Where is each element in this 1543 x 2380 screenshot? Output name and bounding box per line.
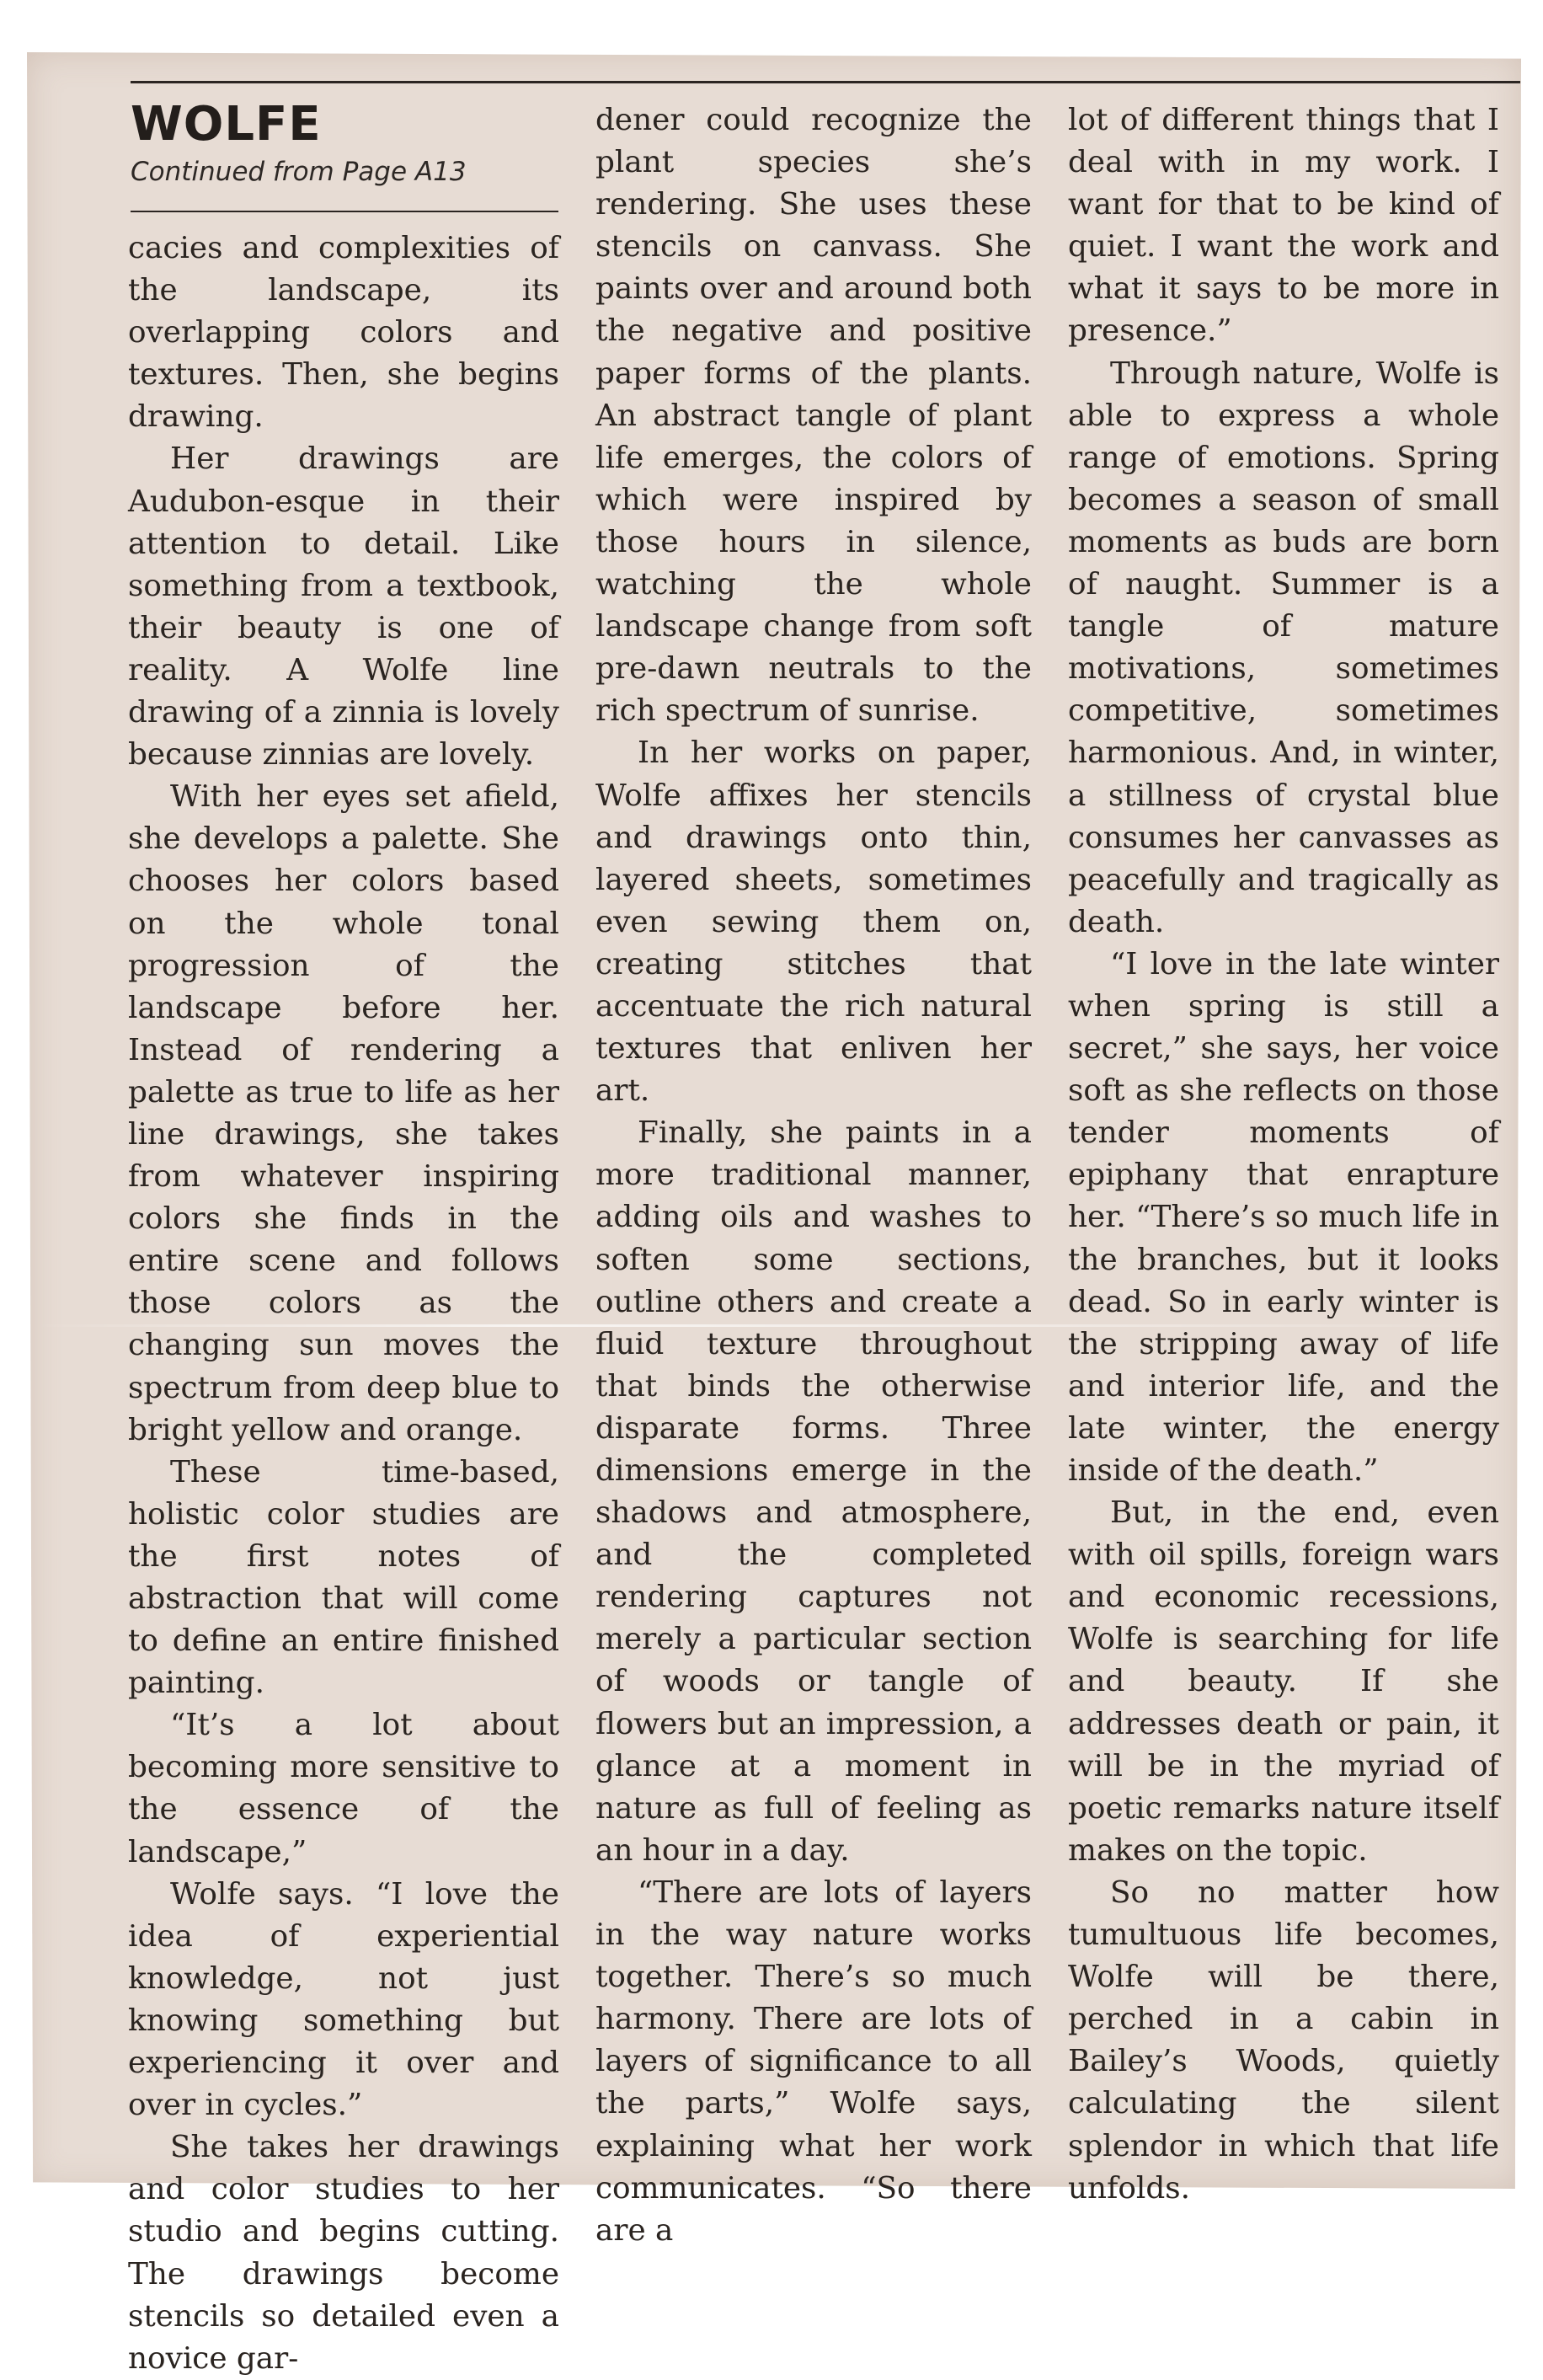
- column-3: [1068, 99, 1499, 2210]
- paragraph: With her eyes set afield, she develops a palette. She chooses her colors based on the whole tonal progression of the landscape before her. Instead of rendering a palette as true to life as her line drawings, she takes from whatever inspiring colors she finds in the entire scene and follows those colors as the changing sun moves the spectrum from deep blue to bright yellow and orange.: [128, 779, 559, 1447]
- paragraph: “There are lots of layers in the way nature works together. There’s so much harmony. There are lots of layers of significance to all the parts,” Wolfe says, explaining what her work communicates. “So there are a: [595, 1875, 1032, 2248]
- top-rule: [131, 81, 1520, 83]
- headline: WOLFE: [131, 97, 322, 152]
- paragraph: dener could recognize the plant species she’s rendering. She uses these stencils on canvass. She paints over and around both the negative and positive paper forms of the plants. An abstract tangle of plant life emerges, the colors of which were inspired by those hours in silence, watching the whole landscape change from soft pre-dawn neutrals to the rich spectrum of sunrise.: [595, 103, 1032, 729]
- header-rule: [131, 211, 558, 212]
- paragraph: Finally, she paints in a more traditional manner, adding oils and washes to soften some sections, outline others and create a fluid texture throughout that binds the otherwise disparate forms. Three dimensions emerge in the shadows and atmosphere, and the completed rendering captures not merely a particular section of woods or tangle of flowers but an impression, a glance at a moment in nature as full of feeling as an hour in a day.: [595, 1115, 1032, 1868]
- paragraph: But, in the end, even with oil spills, foreign wars and economic recessions, Wolfe is searching for life and beauty. If she addresses death or pain, it will be in the myriad of poetic remarks nature itself makes on the topic.: [1068, 1495, 1499, 1868]
- paragraph: Wolfe says. “I love the idea of experiential knowledge, not just knowing something but experiencing it over and over in cycles.”: [128, 1876, 559, 2123]
- paragraph: “It’s a lot about becoming more sensitive to the essence of the landscape,”: [128, 1708, 559, 1869]
- column-1: [128, 227, 559, 2380]
- paragraph: In her works on paper, Wolfe affixes her stencils and drawings onto thin, layered sheets, sometimes even sewing them on, creating stitches that accentuate the rich natural textures that enliven her art.: [595, 735, 1032, 1109]
- paragraph: lot of different things that I deal with in my work. I want for that to be kind of quiet. I want the work and what it says to be more in presence.”: [1068, 103, 1499, 349]
- paragraph: These time-based, holistic color studies are the first notes of abstraction that will come to define an entire finished painting.: [128, 1454, 559, 1701]
- jump-line: Continued from Page A13: [131, 157, 467, 187]
- paragraph: Her drawings are Audubon-esque in their attention to detail. Like something from a textbook, their beauty is one of reality. A Wolfe line drawing of a zinnia is lovely because zinnias are lovely.: [128, 441, 559, 773]
- paragraph: She takes her drawings and color studies to her studio and begins cutting. The drawings become stencils so detailed even a novice gar-: [128, 2130, 559, 2376]
- paragraph: So no matter how tumultuous life becomes, Wolfe will be there, perched in a cabin in Bailey’s Woods, quietly calculating the silent splendor in which that life unfolds.: [1068, 1875, 1499, 2206]
- paragraph: “I love in the late winter when spring is still a secret,” she says, her voice soft as she reflects on those tender moments of epiphany that enrapture her. “There’s so much life in the branches, but it looks dead. So in early winter is the stripping away of life and interior life, and the late winter, the energy inside of the death.”: [1068, 946, 1500, 1488]
- article-header: [131, 99, 558, 187]
- paragraph: cacies and complexities of the landscape, its overlapping colors and textures. Then, she begins drawing.: [128, 231, 559, 435]
- paragraph: Through nature, Wolfe is able to express a whole range of emotions. Spring becomes a season of small moments as buds are born of naught. Summer is a tangle of mature motivations, sometimes competitive, sometimes harmonious. And, in winter, a stillness of crystal blue consumes her canvasses as peacefully and tragically as death.: [1068, 356, 1499, 939]
- column-2: [595, 99, 1032, 2252]
